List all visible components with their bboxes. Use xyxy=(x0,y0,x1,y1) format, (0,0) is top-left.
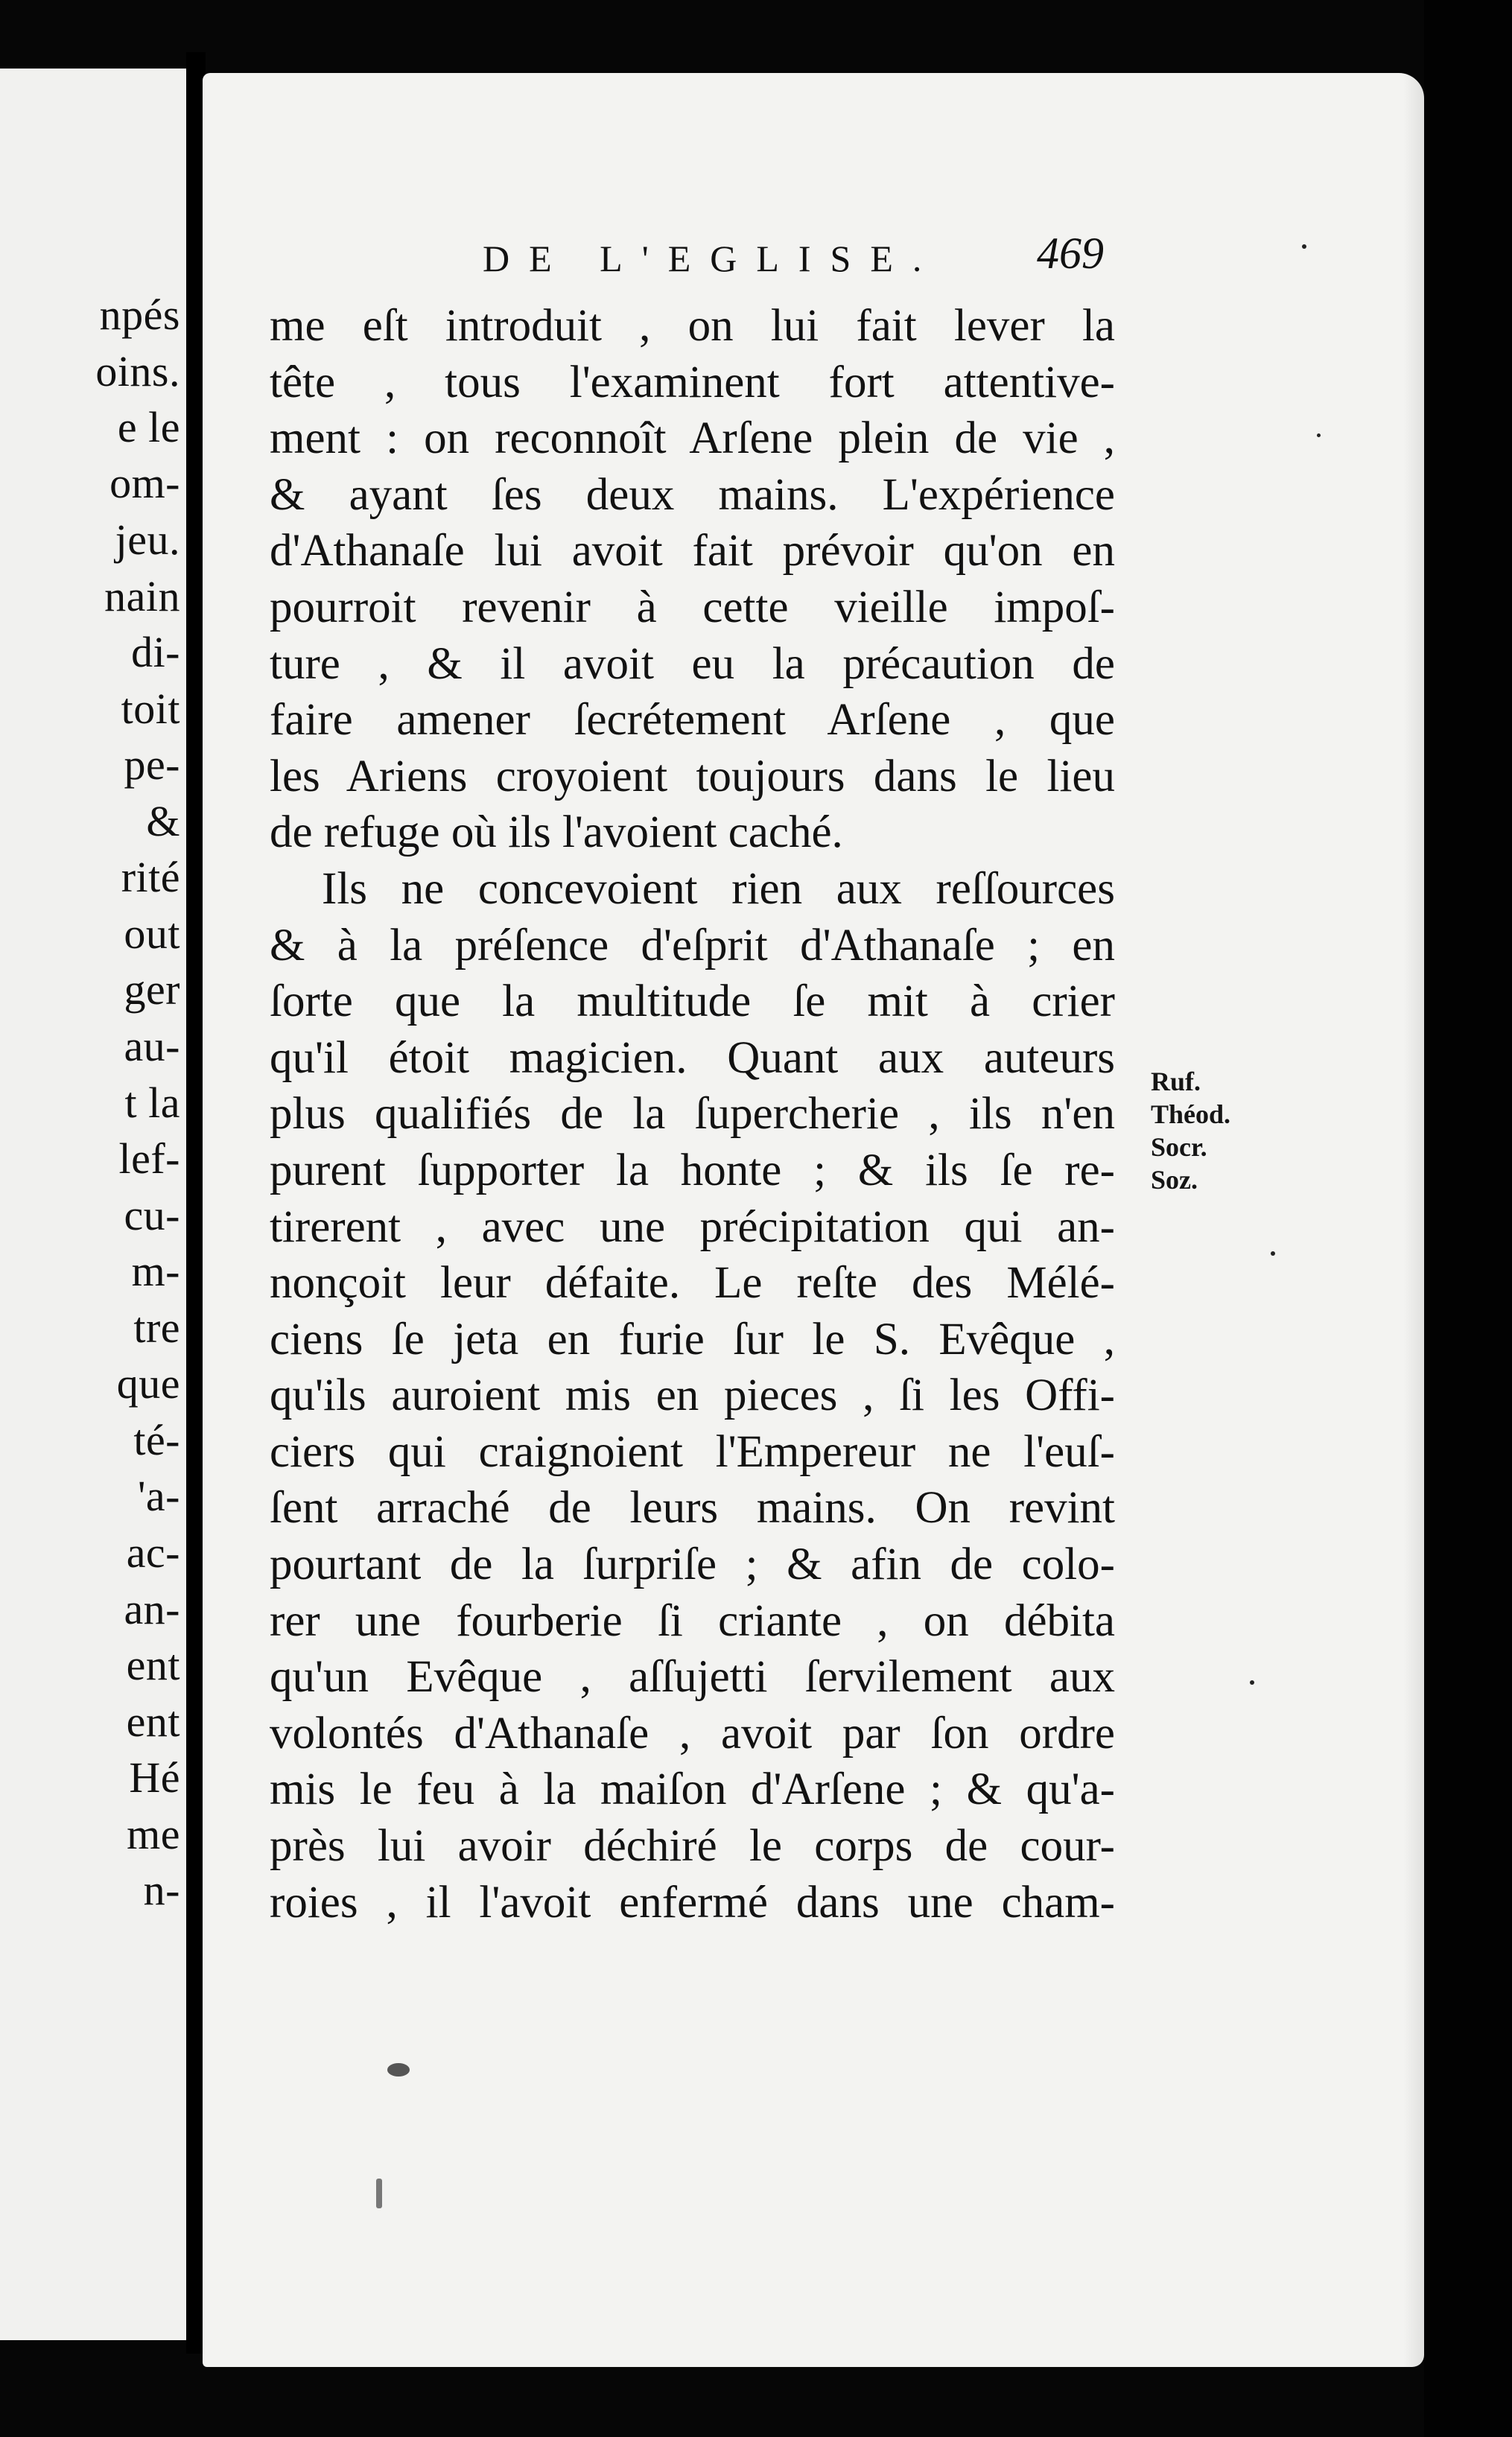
left-page-fragment: toit xyxy=(121,684,180,733)
left-page-fragment: 'a- xyxy=(137,1472,180,1520)
body-text xyxy=(270,298,1115,1931)
binding-edge xyxy=(1424,0,1512,2437)
text-line: Ils ne concevoient rien aux reſſources xyxy=(322,863,1115,914)
left-page-fragment: que xyxy=(116,1359,180,1408)
text-line: mis le feu à la maiſon d'Arſene ; & qu'a- xyxy=(270,1764,1115,1815)
left-page-fragment: n- xyxy=(143,1866,180,1914)
text-line: & à la préſence d'eſprit d'Athanaſe ; en xyxy=(270,920,1115,970)
left-page-fragment: ac- xyxy=(126,1528,180,1577)
text-line: d'Athanaſe lui avoit fait prévoir qu'on en xyxy=(270,526,1115,576)
text-line: & ayant ſes deux mains. L'expérience xyxy=(270,469,1115,520)
running-head-title: DE L'EGLISE. xyxy=(483,238,941,279)
text-line: pourroit revenir à cette vieille impoſ- xyxy=(270,582,1115,632)
left-page-fragment: ger xyxy=(124,965,180,1014)
left-page-fragment: me xyxy=(127,1810,180,1858)
text-line: les Ariens croyoient toujours dans le lieu xyxy=(270,751,1115,801)
text-line: ciens ſe jeta en furie ſur le S. Evêque , xyxy=(270,1314,1115,1364)
left-page-fragment: ent xyxy=(126,1697,180,1746)
left-page-fragment: tre xyxy=(133,1303,180,1352)
left-page-fragment: ent xyxy=(126,1641,180,1689)
text-line: nonçoit leur défaite. Le reſte des Mélé- xyxy=(270,1258,1115,1309)
margin-note: Soz. xyxy=(1151,1165,1198,1195)
text-line: pourtant de la ſurpriſe ; & afin de colo- xyxy=(270,1540,1115,1590)
text-line: purent ſupporter la honte ; & ils ſe re- xyxy=(270,1145,1115,1195)
text-line: me eſt introduit , on lui fait lever la xyxy=(270,301,1115,351)
left-page-fragment: npés xyxy=(99,290,180,339)
scan-speck xyxy=(1302,244,1306,249)
left-page-fragment: t la xyxy=(124,1078,180,1127)
margin-note: Socr. xyxy=(1151,1132,1207,1162)
text-line: qu'ils auroient mis en pieces , ſi les Offi- xyxy=(270,1370,1115,1421)
text-line: tête , tous l'examinent fort attentive- xyxy=(270,357,1115,407)
left-page-fragment: jeu. xyxy=(115,515,180,564)
left-page-fragment: e le xyxy=(117,403,180,451)
left-page-fragment: oins. xyxy=(95,347,180,395)
page-number: 469 xyxy=(1037,229,1104,278)
text-line: qu'un Evêque , aſſujetti ſervilement aux xyxy=(270,1652,1115,1703)
text-line: volontés d'Athanaſe , avoit par ſon ordre xyxy=(270,1708,1115,1758)
left-page-fragment: m- xyxy=(131,1247,180,1295)
margin-notes xyxy=(1151,1065,1248,1196)
left-page-fragment: & xyxy=(146,797,180,845)
margin-note: Ruf. xyxy=(1151,1067,1201,1096)
left-page-fragment: rité xyxy=(121,853,180,901)
text-line: ſorte que la multitude ſe mit à crier xyxy=(270,976,1115,1027)
margin-note: Théod. xyxy=(1151,1099,1231,1129)
left-page-fragment: pe- xyxy=(124,740,180,789)
left-page-fragment: nain xyxy=(104,572,180,620)
text-line: faire amener ſecrétement Arſene , que xyxy=(270,695,1115,746)
text-line: qu'il étoit magicien. Quant aux auteurs xyxy=(270,1032,1115,1083)
left-page-fragment: out xyxy=(124,909,180,958)
text-line: rer une fourberie ſi criante , on débita xyxy=(270,1595,1115,1646)
scan-speck xyxy=(1250,1680,1254,1685)
left-page-fragment: té- xyxy=(133,1416,180,1464)
previous-page-edge xyxy=(0,69,188,2340)
left-page-fragment: di- xyxy=(131,628,180,676)
left-page-fragment: Hé xyxy=(129,1753,180,1802)
text-line: ſent arraché de leurs mains. On revint xyxy=(270,1483,1115,1534)
scan-speck xyxy=(387,2063,410,2077)
text-line: roies , il l'avoit enfermé dans une cham- xyxy=(270,1877,1115,1928)
left-page-fragment: lef- xyxy=(118,1134,180,1183)
text-line: plus qualifiés de la ſupercherie , ils n'en xyxy=(270,1089,1115,1140)
left-page-fragment: au- xyxy=(124,1022,180,1070)
scan-speck xyxy=(1271,1251,1275,1256)
text-line: tirerent , avec une précipitation qui an- xyxy=(270,1201,1115,1252)
text-line: près lui avoir déchiré le corps de cour- xyxy=(270,1821,1115,1872)
scan-speck xyxy=(376,2179,382,2208)
left-page-fragment: om- xyxy=(109,459,180,507)
text-line: de refuge où ils l'avoient caché. xyxy=(270,807,843,858)
text-line: ment : on reconnoît Arſene plein de vie , xyxy=(270,413,1115,464)
left-page-fragment: cu- xyxy=(124,1191,180,1239)
text-line: ciers qui craignoient l'Empereur ne l'euſ- xyxy=(270,1426,1115,1477)
scan-speck xyxy=(1317,433,1321,437)
text-line: ture , & il avoit eu la précaution de xyxy=(270,638,1115,689)
left-page-fragment: an- xyxy=(124,1585,180,1633)
